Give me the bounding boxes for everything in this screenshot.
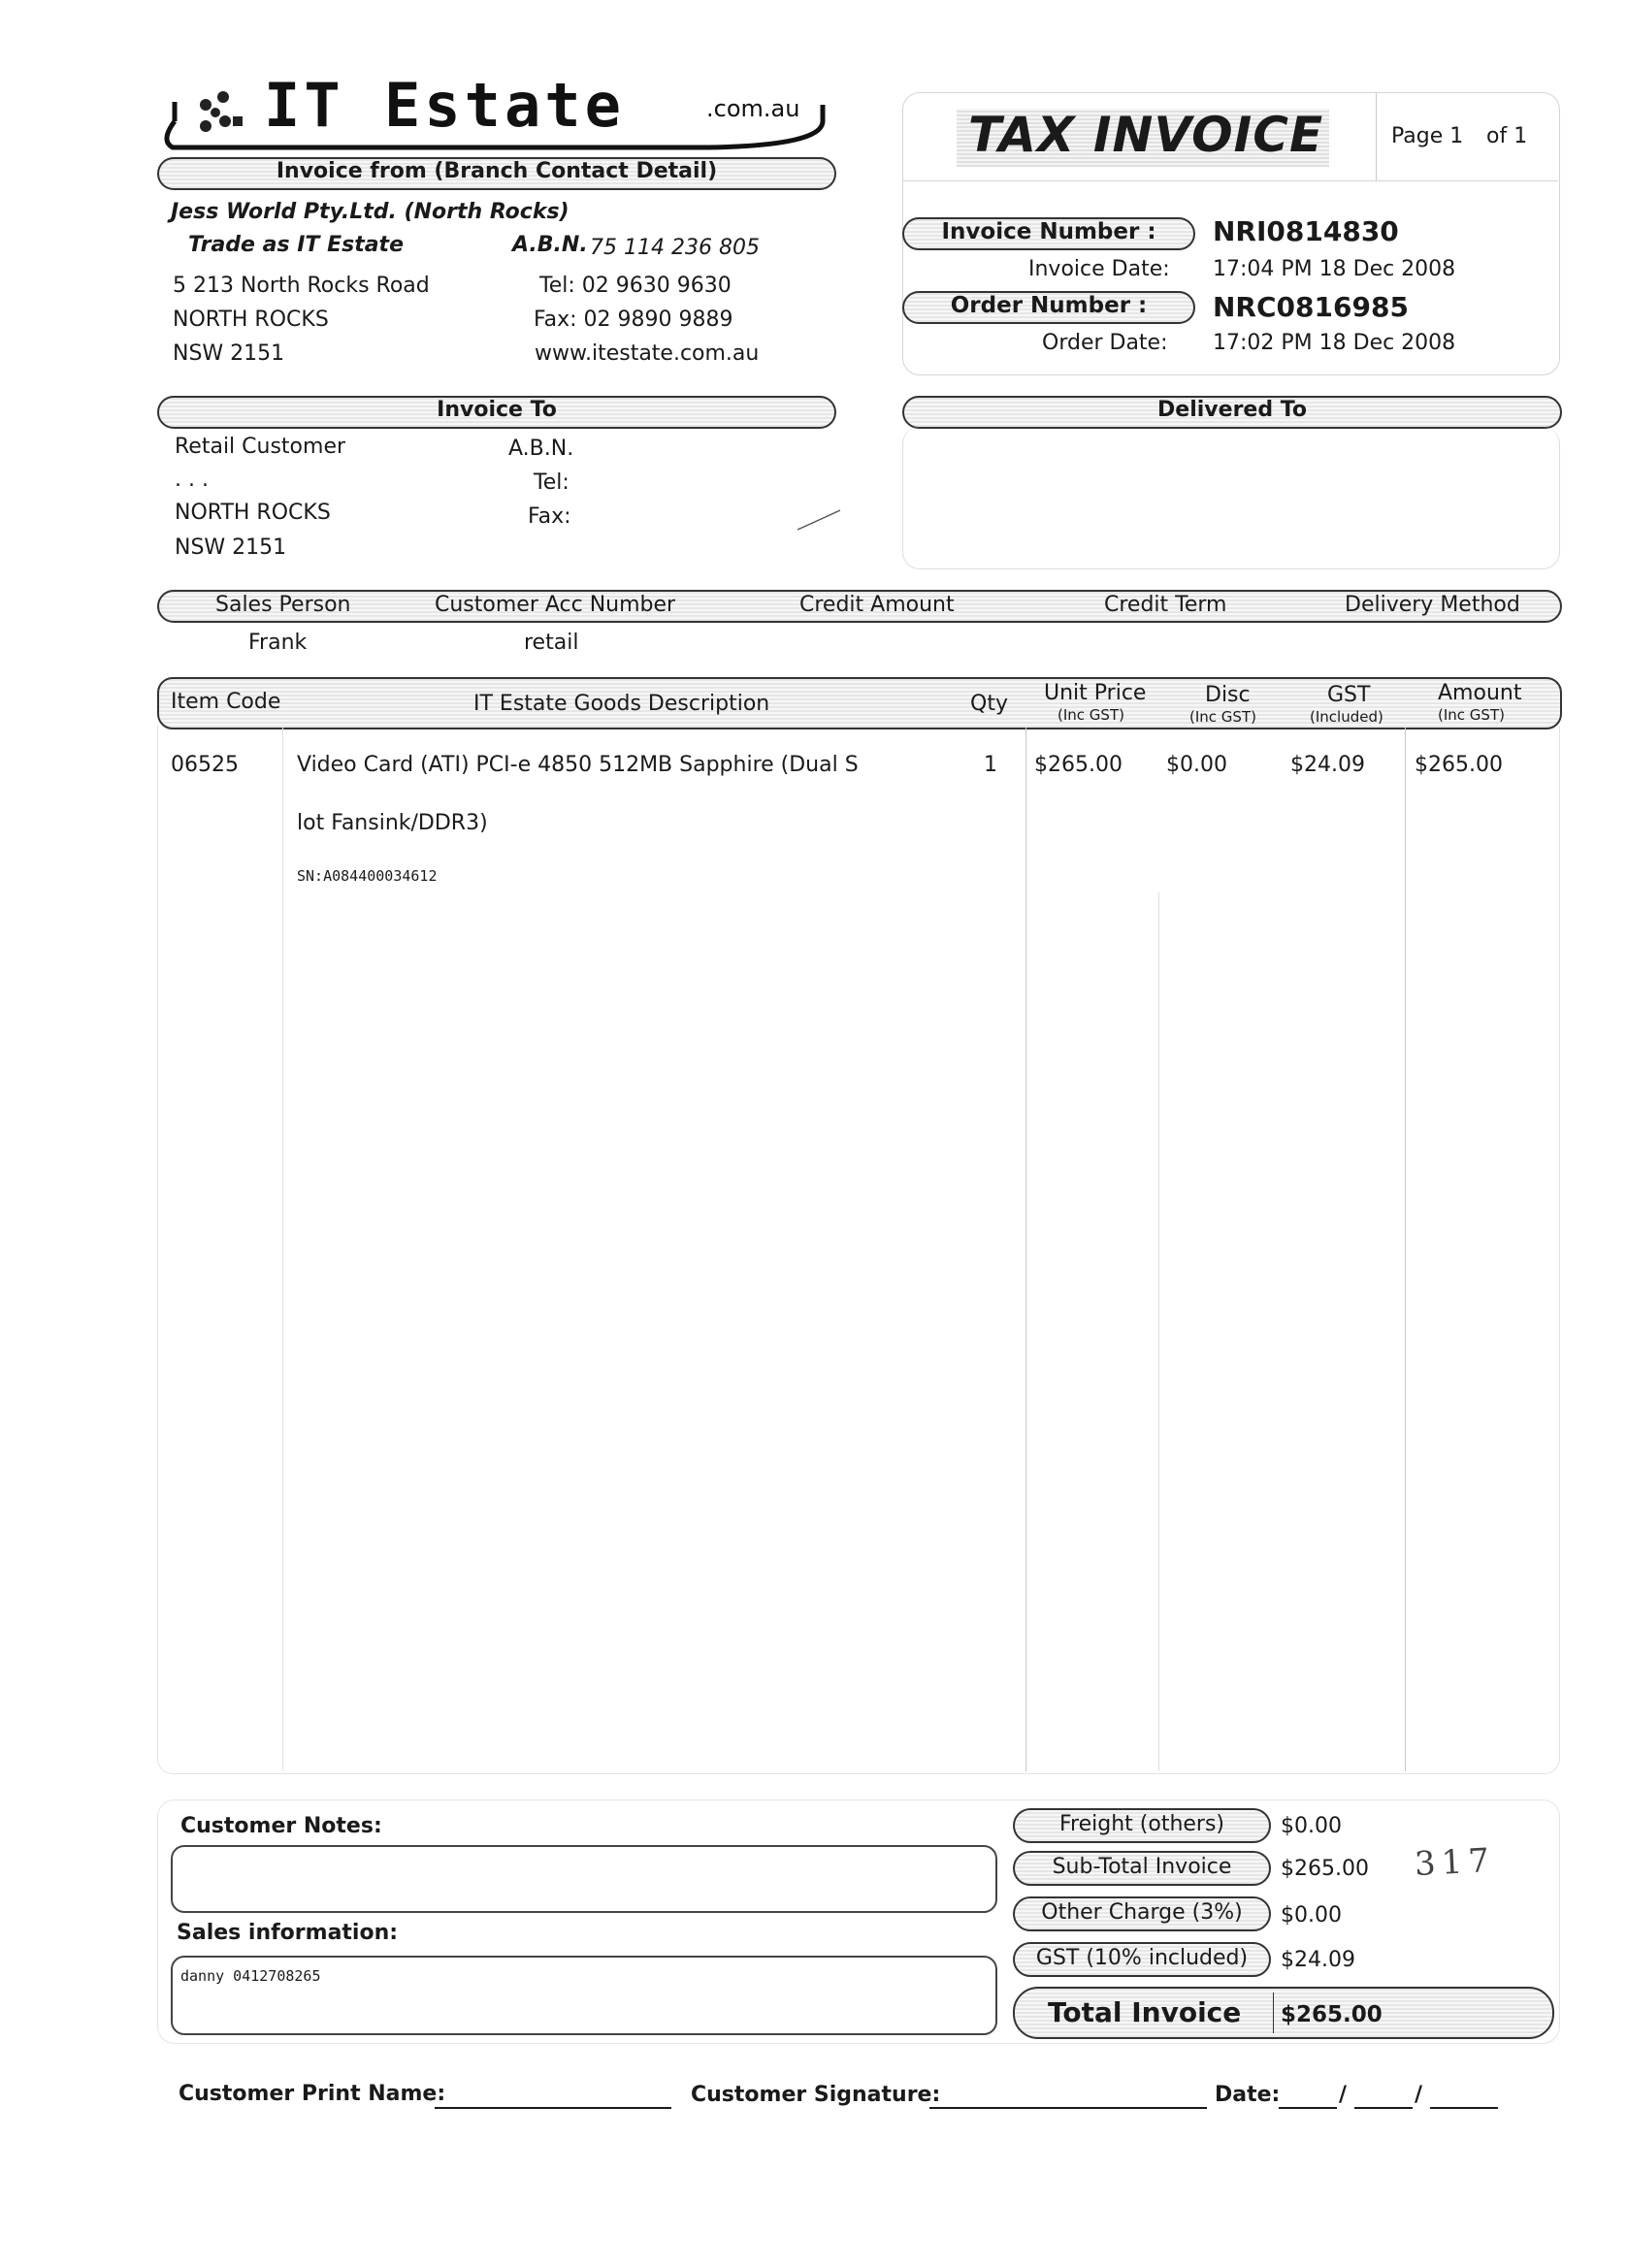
col-description: IT Estate Goods Description (473, 692, 770, 716)
col-disc: Disc (1205, 683, 1251, 707)
col-item-code: Item Code (171, 690, 281, 714)
abn-value: 75 114 236 805 (590, 236, 760, 260)
handwritten-note: 317 (1414, 1840, 1496, 1885)
tax-invoice-title: TAX INVOICE (968, 107, 1324, 163)
order-date-label: Order Date: (1042, 331, 1168, 355)
invoice-to-fax-label: Fax: (528, 504, 571, 529)
total-divider (1273, 1993, 1274, 2033)
page-label: Page 1 (1391, 124, 1464, 148)
branch-fax: Fax: 02 9890 9889 (534, 308, 733, 332)
address-line: 5 213 North Rocks Road (173, 274, 430, 298)
gst-total-value: $24.09 (1281, 1948, 1355, 1972)
print-name-label: Customer Print Name: (179, 2082, 446, 2106)
invoice-date-label: Invoice Date: (1028, 257, 1170, 281)
col-divider-disc (1158, 892, 1159, 1771)
subtotal-value: $265.00 (1281, 1857, 1369, 1881)
gst-total-label-pill: GST (10% included) (1013, 1942, 1271, 1977)
header-delivery-method: Delivery Method (1345, 593, 1520, 617)
order-number: NRC0816985 (1213, 291, 1409, 323)
date-month-line[interactable] (1354, 2107, 1413, 2109)
signature-line[interactable] (929, 2107, 1207, 2109)
invoice-date: 17:04 PM 18 Dec 2008 (1213, 257, 1456, 281)
invoice-from-header: Invoice from (Branch Contact Detail) (157, 157, 836, 190)
header-credit-amount: Credit Amount (799, 593, 955, 617)
date-slash-2: / (1415, 2083, 1423, 2107)
print-name-line[interactable] (435, 2107, 671, 2109)
freight-label-pill: Freight (others) (1013, 1808, 1271, 1843)
row-qty: 1 (984, 753, 997, 777)
tax-invoice-divider (902, 180, 1558, 181)
logo-domain-text: .com.au (706, 95, 800, 122)
branch-website: www.itestate.com.au (535, 341, 760, 366)
invoice-number: NRI0814830 (1213, 215, 1399, 247)
col-divider-code (282, 728, 283, 1771)
other-charge-label-pill: Other Charge (3%) (1013, 1896, 1271, 1931)
col-unit-price-sub: (Inc GST) (1058, 706, 1124, 724)
network-icon (200, 91, 243, 132)
subtotal-label-pill: Sub-Total Invoice (1013, 1851, 1271, 1886)
col-amount-sub: (Inc GST) (1438, 706, 1505, 724)
header-credit-term: Credit Term (1104, 593, 1227, 617)
col-disc-sub: (Inc GST) (1189, 708, 1256, 726)
row-description-line1: Video Card (ATI) PCI-e 4850 512MB Sapphire (Dual S (297, 753, 859, 777)
col-unit-price: Unit Price (1044, 681, 1147, 705)
date-year-line[interactable] (1430, 2107, 1498, 2109)
invoice-to-tel-label: Tel: (534, 470, 569, 495)
freight-value: $0.00 (1281, 1814, 1342, 1838)
order-number-label-pill: Order Number : (902, 291, 1195, 324)
invoice-to-name: Retail Customer (175, 435, 346, 459)
address-state: NSW 2151 (173, 341, 285, 366)
customer-notes-label: Customer Notes: (180, 1814, 382, 1838)
header-sales-person: Sales Person (215, 593, 351, 617)
delivered-to-box (902, 427, 1560, 569)
company-name: Jess World Pty.Ltd. (North Rocks) (171, 200, 569, 224)
col-divider-amount (1405, 728, 1406, 1771)
company-logo (155, 68, 834, 155)
invoice-to-state: NSW 2151 (175, 535, 287, 560)
other-charge-value: $0.00 (1281, 1903, 1342, 1928)
branch-tel: Tel: 02 9630 9630 (539, 274, 732, 298)
date-label: Date: (1215, 2083, 1281, 2107)
date-slash-1: / (1339, 2083, 1348, 2107)
sales-info-header (157, 590, 1562, 623)
row-serial-number: SN:A084400034612 (297, 867, 438, 885)
col-gst: GST (1327, 683, 1371, 707)
title-divider (1376, 93, 1377, 180)
row-gst: $24.09 (1290, 753, 1365, 777)
pen-mark-icon (796, 504, 844, 534)
row-item-code: 06525 (171, 753, 239, 777)
logo-brand-text: IT Estate (264, 70, 625, 141)
row-amount: $265.00 (1415, 753, 1503, 777)
customer-notes-field[interactable] (171, 1845, 997, 1913)
invoice-to-header: Invoice To (157, 396, 836, 429)
sales-information-label: Sales information: (177, 1921, 399, 1945)
trade-as: Trade as IT Estate (188, 233, 404, 257)
customer-acc-value: retail (524, 631, 579, 655)
sales-person-value: Frank (248, 631, 308, 655)
abn-label: A.B.N. (512, 233, 588, 257)
invoice-to-abn-label: A.B.N. (508, 437, 574, 461)
invoice-to-suburb: NORTH ROCKS (175, 501, 331, 525)
total-invoice-value: $265.00 (1281, 2002, 1383, 2027)
col-divider-qty (1025, 728, 1026, 1771)
col-amount: Amount (1438, 681, 1522, 705)
total-invoice-pill (1013, 1987, 1554, 2039)
invoice-number-label-pill: Invoice Number : (902, 217, 1195, 250)
row-description-line2: lot Fansink/DDR3) (297, 811, 488, 835)
page-of-label: of 1 (1486, 124, 1528, 148)
header-customer-acc: Customer Acc Number (435, 593, 676, 617)
signature-label: Customer Signature: (691, 2083, 941, 2107)
sales-information-value: danny 0412708265 (180, 1967, 321, 1985)
date-day-line[interactable] (1279, 2107, 1337, 2109)
col-gst-sub: (Included) (1310, 708, 1383, 726)
items-table-header (157, 677, 1562, 729)
row-unit-price: $265.00 (1034, 753, 1123, 777)
order-date: 17:02 PM 18 Dec 2008 (1213, 331, 1456, 355)
invoice-to-line2: . . . (175, 468, 209, 492)
address-suburb: NORTH ROCKS (173, 308, 329, 332)
delivered-to-header: Delivered To (902, 396, 1562, 429)
row-disc: $0.00 (1166, 753, 1227, 777)
col-qty: Qty (970, 692, 1008, 716)
total-invoice-label: Total Invoice (1048, 1996, 1242, 2028)
